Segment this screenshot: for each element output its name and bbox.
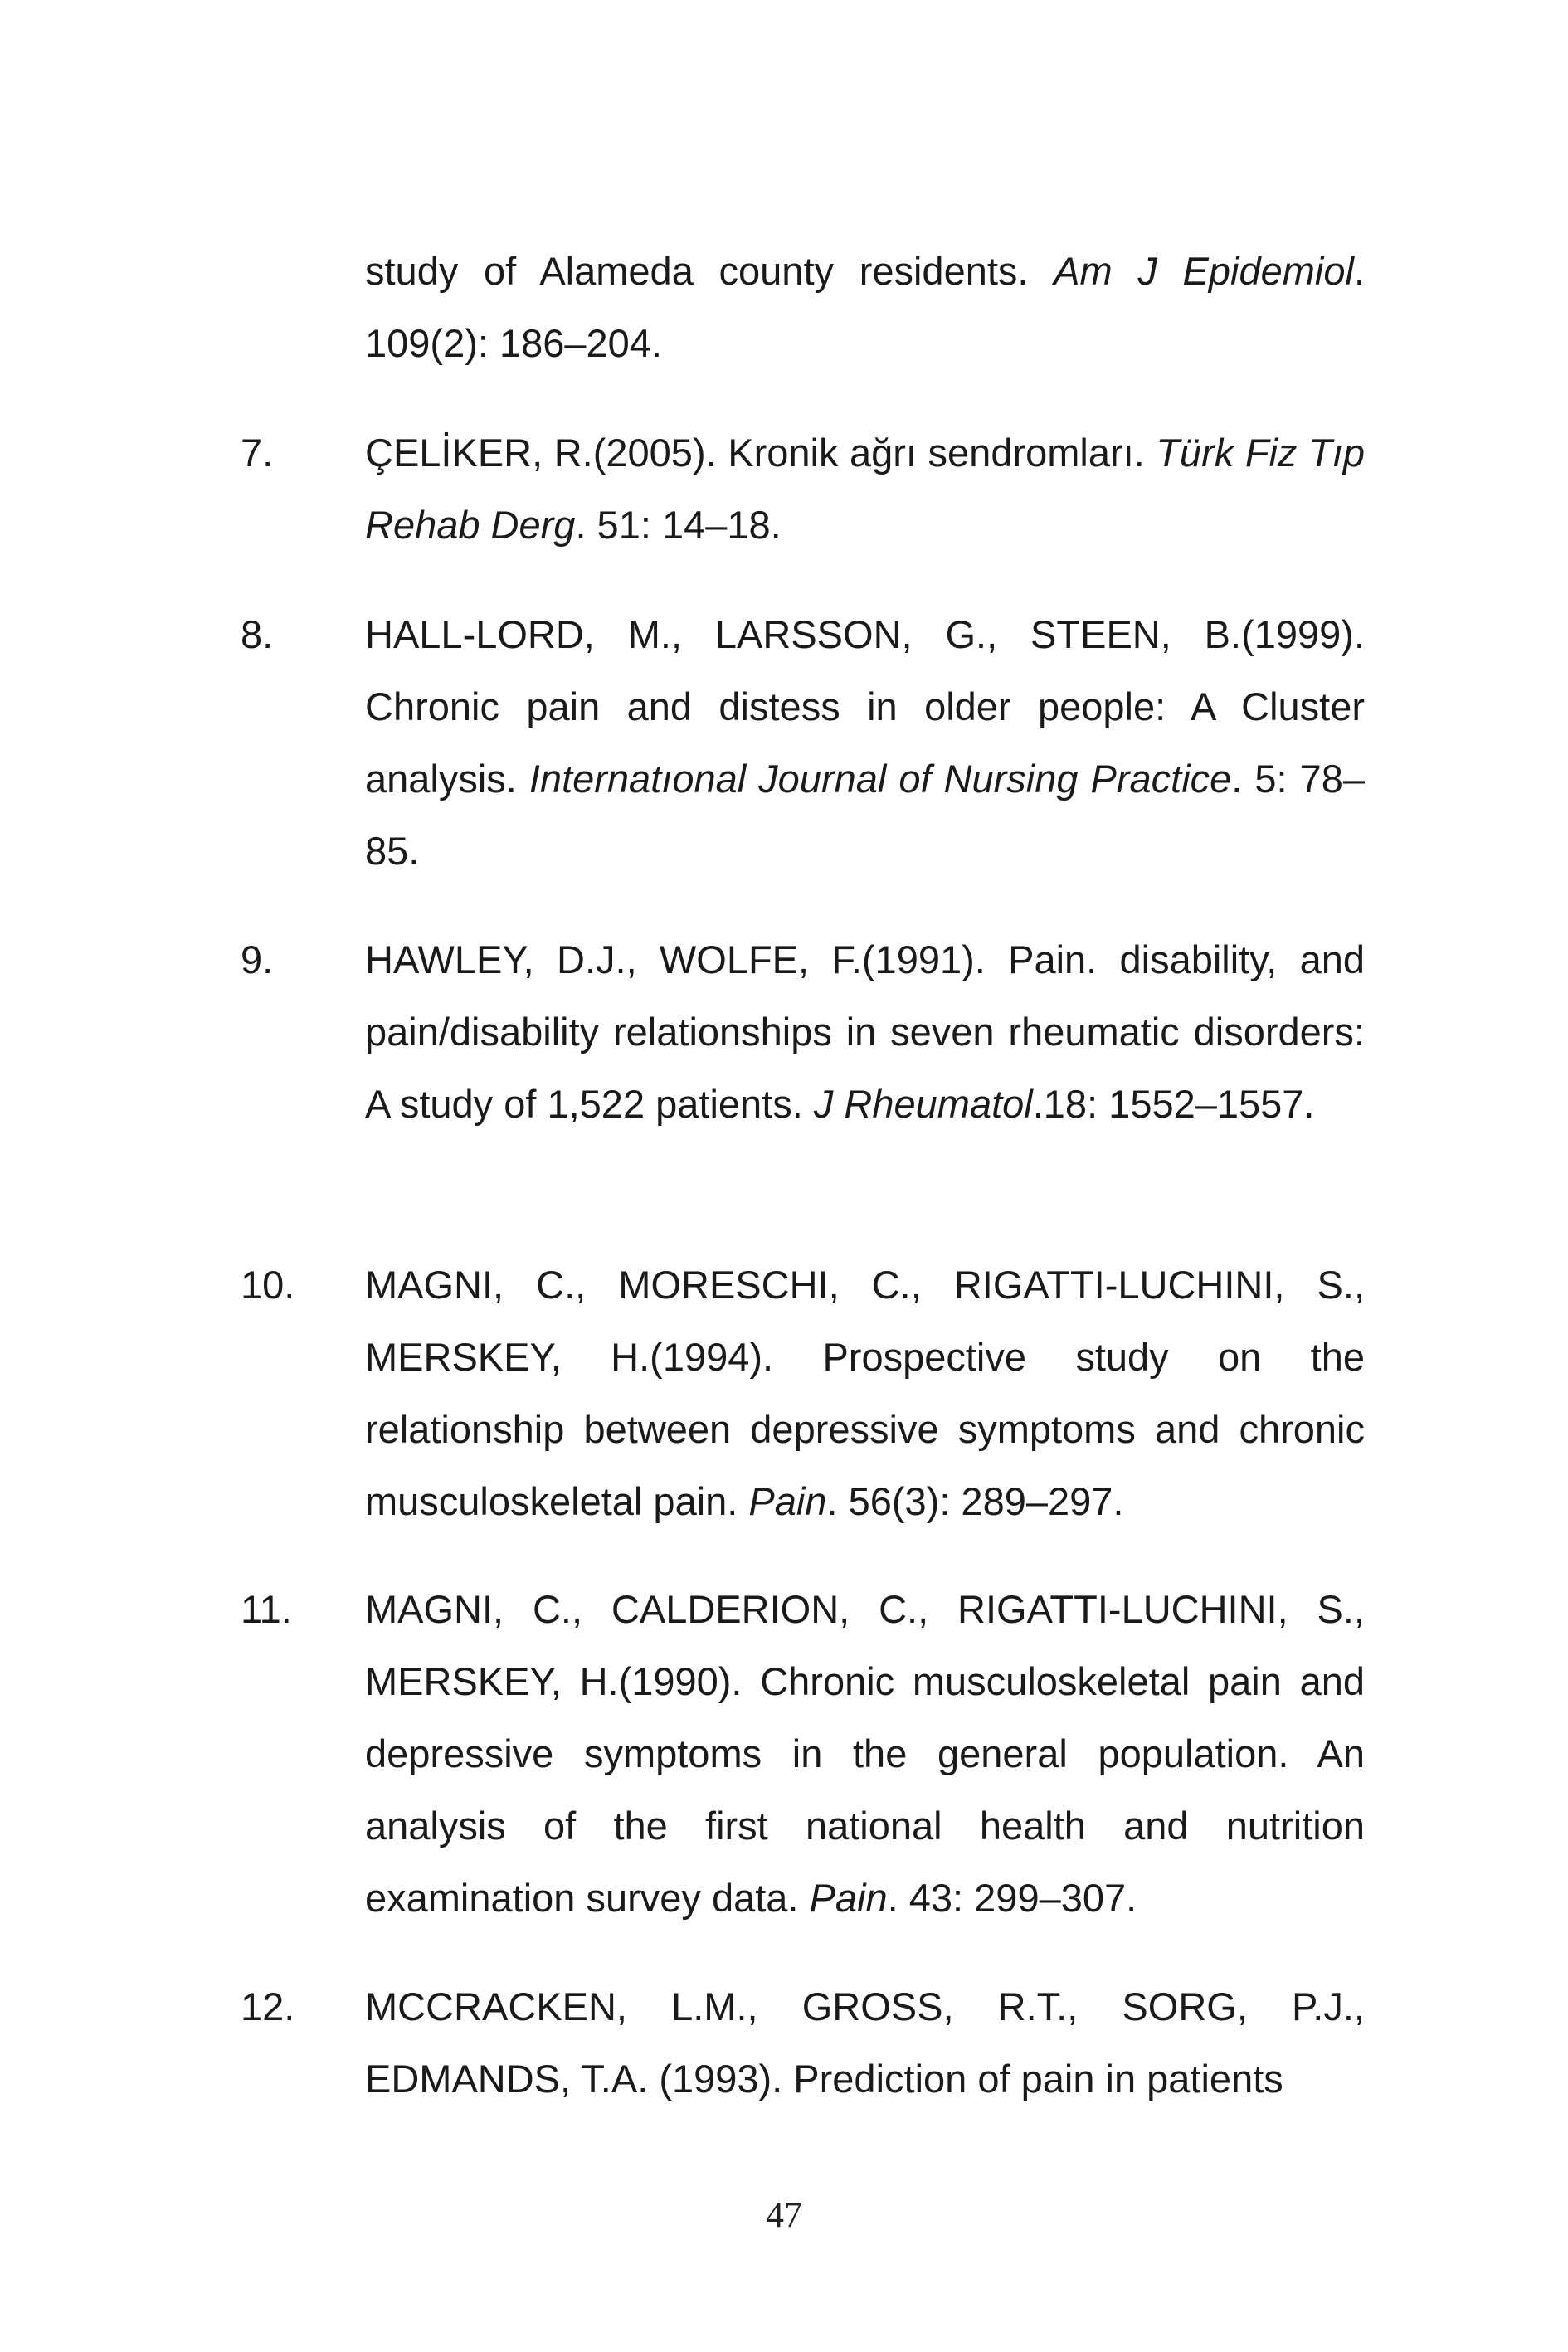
- reference-segment: . 56(3): 289–297.: [826, 1479, 1124, 1523]
- journal-title: Pain: [748, 1479, 827, 1523]
- journal-title: Pain: [809, 1876, 888, 1920]
- reference-segment: . 109(2): 186–204.: [365, 249, 1365, 365]
- reference-segment: . 5: 78–85.: [365, 757, 1365, 873]
- reference-number: 11.: [241, 1587, 292, 1631]
- reference-number: 12.: [241, 1984, 295, 2028]
- reference-text: [365, 923, 1365, 1140]
- reference-segment: ÇELİKER, R.(2005). Kronik ağrı sendromları.: [365, 431, 1157, 475]
- journal-title: Am J Epidemiol: [1054, 249, 1354, 293]
- reference-segment: HAWLEY, D.J., WOLFE, F.(1991). Pain. disability, and pain/disability relationships in seven rheumatic disorders: A study of 1,522 patients.: [365, 937, 1365, 1126]
- reference-segment: MAGNI, C., MORESCHI, C., RIGATTI-LUCHINI, S., MERSKEY, H.(1994). Prospective study on the relationship between depressive symptoms and chronic musculoskeletal pain.: [365, 1263, 1365, 1523]
- reference-segment: .18: 1552–1557.: [1032, 1082, 1315, 1126]
- reference-segment: MAGNI, C., CALDERION, C., RIGATTI-LUCHINI, S., MERSKEY, H.(1990). Chronic musculoskeletal pain and depressive symptoms in the general population. An analysis of the first national health and nutrition examination survey data.: [365, 1587, 1365, 1920]
- reference-text: [365, 416, 1365, 561]
- reference-number: 9.: [241, 937, 274, 981]
- reference-segment: study of Alameda county residents.: [365, 249, 1054, 293]
- reference-number: 7.: [241, 431, 274, 475]
- reference-text: [365, 235, 1365, 379]
- reference-segment: . 51: 14–18.: [575, 503, 782, 547]
- reference-text: [365, 1249, 1365, 1537]
- reference-text: [365, 598, 1365, 887]
- reference-text: [365, 1573, 1365, 1934]
- reference-segment: MCCRACKEN, L.M., GROSS, R.T., SORG, P.J., EDMANDS, T.A. (1993). Prediction of pain in patients: [365, 1984, 1365, 2101]
- reference-segment: . 43: 299–307.: [887, 1876, 1137, 1920]
- journal-title: J Rheumatol: [813, 1082, 1033, 1126]
- journal-title: Internatıonal Journal of Nursing Practice: [528, 757, 1232, 801]
- reference-text: [365, 1970, 1365, 2115]
- reference-number: 10.: [241, 1263, 295, 1307]
- journal-title: Türk Fiz Tıp Rehab Derg: [365, 431, 1365, 547]
- page-number: 47: [766, 2194, 802, 2235]
- reference-number: 8.: [241, 612, 274, 656]
- reference-segment: HALL-LORD, M., LARSSON, G., STEEN, B.(1999). Chronic pain and distess in older people: A Cluster analysis.: [365, 612, 1365, 801]
